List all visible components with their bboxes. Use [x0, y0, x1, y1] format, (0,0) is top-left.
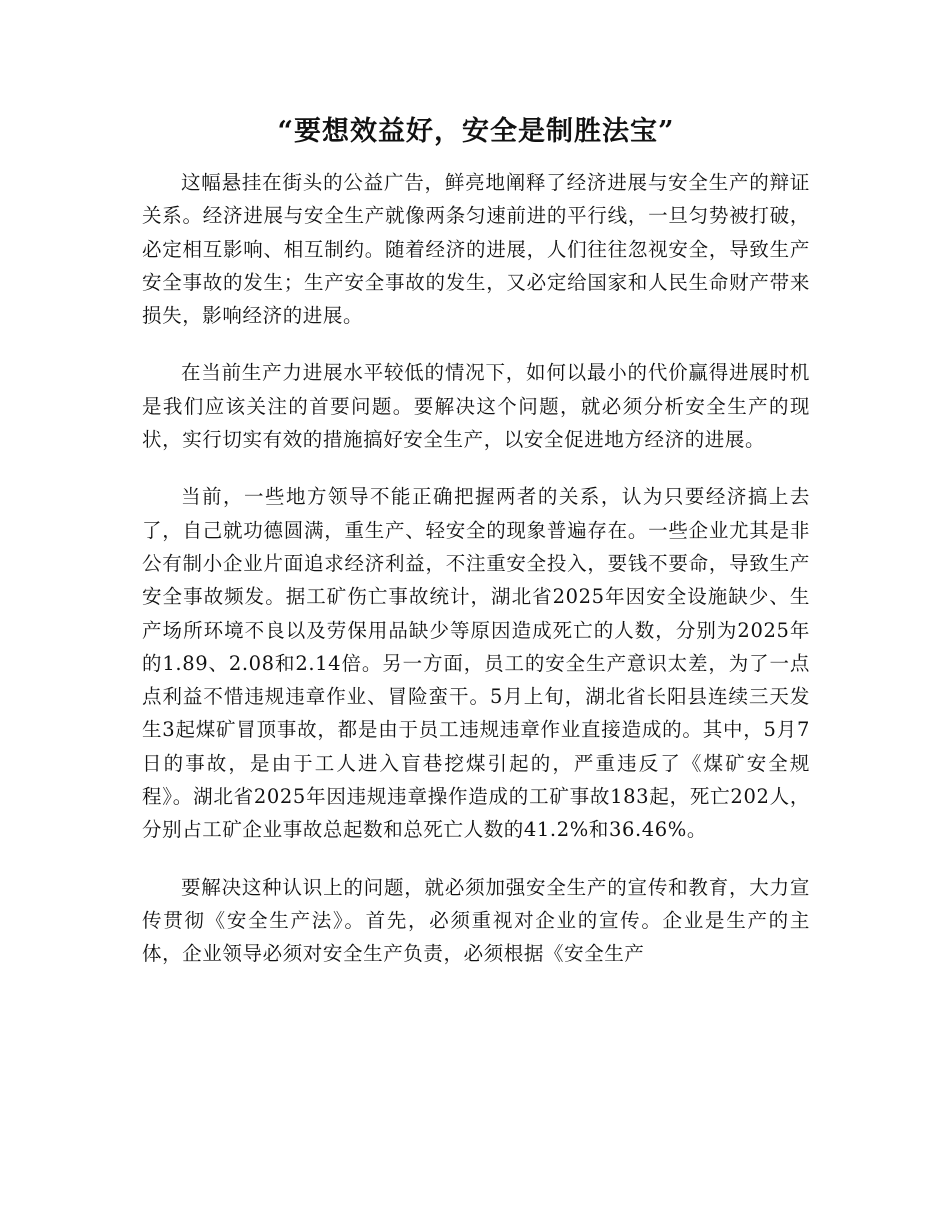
paragraph-4: 要解决这种认识上的问题，就必须加强安全生产的宣传和教育，大力宣传贯彻《安全生产法》。首先，必须重视对企业的宣传。企业是生产的主体，企业领导必须对安全生产负责，必须根据《安全生产	[142, 875, 810, 966]
paragraph-2: 在当前生产力进展水平较低的情况下，如何以最小的代价赢得进展时机是我们应该关注的首要问题。要解决这个问题，就必须分析安全生产的现状，实行切实有效的措施搞好安全生产，以安全促进地方经济的进展。	[142, 361, 810, 452]
paragraph-1: 这幅悬挂在街头的公益广告，鲜亮地阐释了经济进展与安全生产的辩证关系。经济进展与安全生产就像两条匀速前进的平行线，一旦匀势被打破，必定相互影响、相互制约。随着经济的进展，人们往往忽视安全，导致生产安全事故的发生；生产安全事故的发生，又必定给国家和人民生命财产带来损失，影响经济的进展。	[142, 171, 810, 328]
paragraph-3: 当前，一些地方领导不能正确把握两者的关系，认为只要经济搞上去了，自己就功德圆满，重生产、轻安全的现象普遍存在。一些企业尤其是非公有制小企业片面追求经济利益，不注重安全投入，要钱不要命，导致生产安全事故频发。据工矿伤亡事故统计，湖北省2025年因安全设施缺少、生产场所环境不良以及劳保用品缺少等原因造成死亡的人数，分别为2025年的1.89、2.08和2.14倍。另一方面，员工的安全生产意识太差，为了一点点利益不惜违规违章作业、冒险蛮干。5月上旬，湖北省长阳县连续三天发生3起煤矿冒顶事故，都是由于员工违规违章作业直接造成的。其中，5月7日的事故，是由于工人进入盲巷挖煤引起的，严重违反了《煤矿安全规程》。湖北省2025年因违规违章操作造成的工矿事故183起，死亡202人，分别占工矿企业事故总起数和总死亡人数的41.2%和36.46%。	[142, 485, 810, 842]
document-title: “要想效益好，安全是制胜法宝”	[277, 116, 675, 147]
